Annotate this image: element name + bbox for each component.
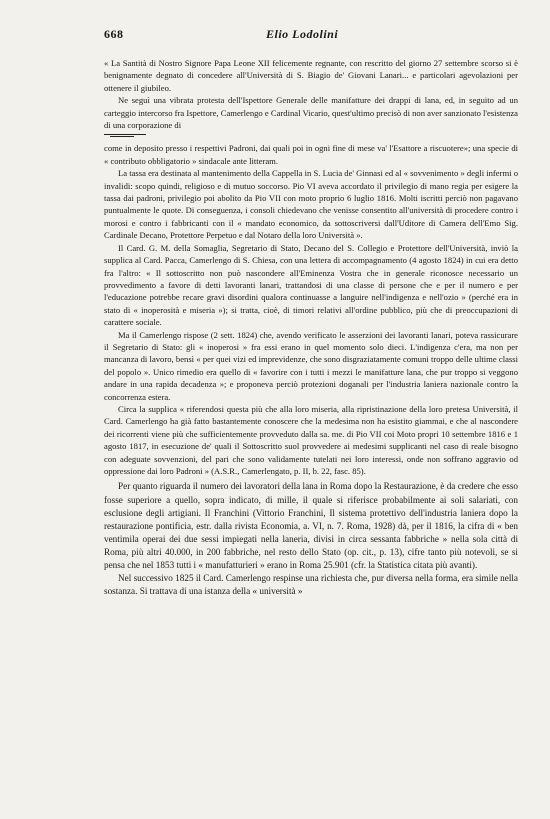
paragraph: « La Santità di Nostro Signore Papa Leone XII felicemente regnante, con rescritto del giorno 27 settembre scorso si è benignamente degnato di concedere all'Università di S. Biagio de' Giovani Lanari... e particolari agevolazioni per ottenere il giubileo. xyxy=(104,58,518,93)
paragraph: Il Card. G. M. della Somaglia, Segretario di Stato, Decano del S. Collegio e Protettore dell'Università, inviò la supplica al Card. Pacca, Camerlengo di S. Chiesa, con una lettera di accompagnamento (4 agosto 1824) in cui era detto fra l'altro: « Il sottoscritto non può nascondere all'Eminenza Vostra che in generale riconosce necessario un provvedimento a favore di detti lavoranti lanari, trattandosi di una classe di persone che e per il numero e per l'educazione potrebbe recare gravi disordini qualora continuasse a languire nell'indigenza e nell'ozio » (perché era in stato di « inoperosità e miseria »); si tratta, cioè, di timori relativi all'ordine pubblico, più che di preoccupazioni di carattere sociale. xyxy=(104,242,518,328)
page-number: 668 xyxy=(104,27,124,41)
footnote-separator xyxy=(104,134,146,135)
footnote-separator-short xyxy=(110,136,134,137)
running-title: Elio Lodolini xyxy=(266,27,339,41)
paragraph: La tassa era destinata al mantenimento della Cappella in S. Lucia de' Ginnasi ed al « sovvenimento » degli infermi o invalidi: scopo quindi, religioso e di mutuo soccorso. Pio VI aveva accordato il privilegio di mano regia per esigere la tassa dai padroni, privilegio poi abolito da Pio VII con moto proprio 6 luglio 1816. Molti iscritti perciò non pagavano puntualmente le quote. Di conseguenza, i consoli chiedevano che venisse consentito all'università di procedere contro i morosi e contro i fabbricanti con il « mandato economico, da sottoscriversi dall'Uditore di Camera dell'Emo Sig. Cardinale Decano, Protettore Perpetuo e dal Notaro della loro Università ». xyxy=(104,168,518,241)
paragraph: Ne seguì una vibrata protesta dell'Ispettore Generale delle manifatture dei drappi di lana, ed, in seguito ad un carteggio intercorso fra Ispettore, Camerlengo e Cardinal Vicario, quest'ultimo precisò di non aver sanzionato l'esistenza di una corporazione di xyxy=(104,95,518,131)
body-text xyxy=(104,57,518,598)
paragraph: come in deposito presso i respettivi Padroni, dai quali poi in ogni fine di mese va' l'Esattore a riscuotere»; una specie di « contributo obbligatorio » sindacale ante litteram. xyxy=(104,143,518,166)
page-header xyxy=(104,27,480,43)
paragraph: Ma il Camerlengo rispose (2 sett. 1824) che, avendo verificato le asserzioni dei lavoranti lanari, poteva rassicurare il Segretario di Stato: gli « inoperosi » fra essi erano in quel momento solo dieci. L'indigenza c'era, ma non per mancanza di lavoro, bensì « per quei vizi ed imprevidenze, che sono disgraziatamente comuni troppo delle ultime classi del popolo ». Unico rimedio era quello di « favorire con i tutti i mezzi le manifatture lana, che pur troppo si veggono andare in una rapida decadenza »; e proponeva perciò protezioni doganali per l'industria laniera nazionale contro la concorrenza estera. xyxy=(104,329,518,402)
paragraph: Circa la supplica « riferendosi questa più che alla loro miseria, alla ripristinazione della loro pretesa Università, il Card. Camerlengo ha già fatto bastantemente conoscere che la medesima non ha esistito giammai, e che al nascondere dei ricorrenti viene più che sufficientemente provveduto dalla sa. me. di Pio VII coi Moto propri 10 settembre 1816 e 1 agosto 1817, in esecuzione de' quali il Sottoscritto suol provvedere ai medesimi supplicanti nel caso di reale bisogno con adeguate sovvenzioni, del pari che sono validamente tutelati nei loro interessi, onde non soffrano aggravio od oppressione dai loro Padroni » (A.S.R., Camerlengato, p. II, b. 22, fasc. 85). xyxy=(104,403,518,476)
paragraph: Per quanto riguarda il numero dei lavoratori della lana in Roma dopo la Restaurazione, è da credere che esso fosse superiore a quello, sopra indicato, di mille, il quale si riferisce probabilmente ai soli salariati, con esclusione degli artigiani. Il Franchini (Vittorio Franchini, Il sistema protettivo dell'industria laniera dopo la restaurazione pontificia, estr. dalla rivista Economia, a. VI, n. 7. Roma, 1928) dà, per il 1816, la cifra di « ben ventimila operai dei due sessi impiegati nella laneria, divisi in circa sessanta fabbriche » nella sola città di Roma, più altri 40.000, in 200 fabbriche, nel resto dello Stato (op. cit., p. 13), cifre tanto più notevoli, se si pensa che nel 1853 tutti i « manufatturieri » erano in Roma 25.901 (cfr. la Statistica citata più avanti). xyxy=(104,481,518,570)
paragraph: Nel successivo 1825 il Card. Camerlengo respinse una richiesta che, pur diversa nella forma, era simile nella sostanza. Si trattava di una istanza della « università » xyxy=(104,573,518,597)
